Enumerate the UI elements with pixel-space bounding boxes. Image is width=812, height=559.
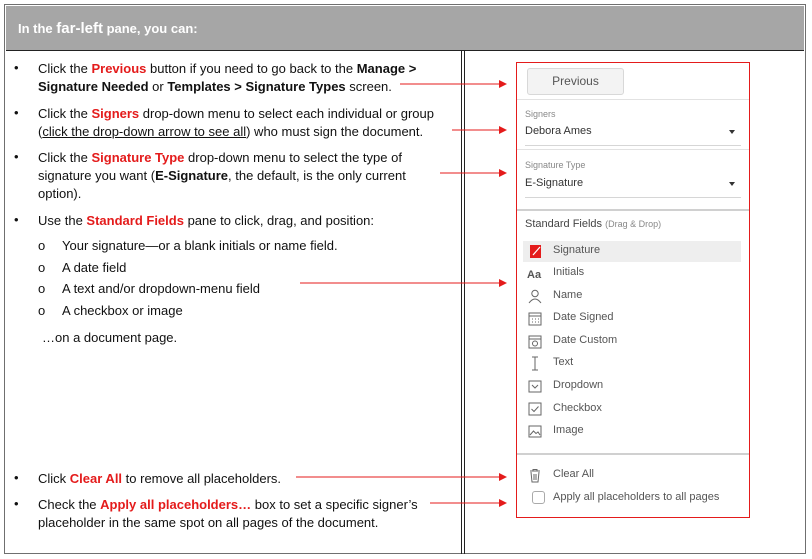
field-label: Dropdown <box>553 379 604 391</box>
clear-all-button[interactable] <box>523 465 741 486</box>
header-title: In the far-left pane, you can: <box>18 20 198 37</box>
divider <box>517 99 749 100</box>
sub-item-date: A date field <box>62 260 127 275</box>
bullet-dot: • <box>14 60 19 75</box>
field-label: Date Signed <box>553 311 614 323</box>
person-icon <box>527 289 543 304</box>
apply-all-checkbox[interactable] <box>532 491 545 504</box>
field-label: Image <box>553 424 584 436</box>
dropdown-icon <box>527 379 543 394</box>
standard-fields-tail: …on a document page. <box>42 330 178 345</box>
field-label: Signature <box>553 244 601 256</box>
calendar-custom-icon <box>527 334 543 349</box>
previous-button[interactable]: Previous <box>527 68 624 95</box>
field-dropdown[interactable] <box>523 376 741 397</box>
bullet-dot: • <box>14 105 19 120</box>
field-initials[interactable] <box>523 263 741 284</box>
clear-all-label: Clear All <box>553 468 594 480</box>
field-label: Initials <box>553 266 585 278</box>
field-label: Name <box>553 289 583 301</box>
signers-label: Signers <box>525 109 556 119</box>
field-label: Text <box>553 356 574 368</box>
bullet-signature-type: Click the Signature Type drop-down menu to select the type of signature you want (E-Signature, the default, is the only current option). <box>38 150 406 201</box>
bullet-standard-fields: Use the Standard Fields pane to click, drag, and position: <box>38 213 375 228</box>
divider <box>517 209 749 211</box>
signature-type-select[interactable]: E-Signature <box>525 177 584 189</box>
field-text[interactable] <box>523 353 741 374</box>
divider <box>517 149 749 150</box>
field-checkbox[interactable] <box>523 399 741 420</box>
signers-underline <box>525 145 741 146</box>
standard-fields-title: Standard Fields (Drag & Drop) <box>525 218 662 230</box>
bullet-signers: Click the Signers drop-down menu to select each individual or group (click the drop-down arrow to see all) who must sign the document. <box>38 106 434 139</box>
text-cursor-icon <box>527 356 543 371</box>
field-image[interactable] <box>523 421 741 442</box>
initials-icon <box>527 266 543 281</box>
bullet-dot: • <box>14 470 19 485</box>
sub-item-text: A text and/or dropdown-menu field <box>62 281 261 296</box>
sub-item-checkbox: A checkbox or image <box>62 303 183 318</box>
sub-item-signature: Your signature—or a blank initials or name field. <box>62 238 338 253</box>
bullet-previous: Click the Previous button if you need to go back to the Manage > Signature Needed or Templates > Signature Types screen. <box>38 61 417 94</box>
chevron-down-icon[interactable] <box>729 130 735 134</box>
sub-bullet-marker: o <box>38 238 46 253</box>
bullet-clear-all: Click Clear All to remove all placeholders. <box>38 471 282 486</box>
bullet-apply-all: Check the Apply all placeholders… box to set a specific signer’s placeholder in the same spot on all pages of the document. <box>38 497 418 530</box>
sub-bullet-marker: o <box>38 260 46 275</box>
checkbox-icon <box>527 402 543 417</box>
apply-all-label[interactable]: Apply all placeholders to all pages <box>553 491 720 503</box>
field-signature[interactable] <box>523 241 741 262</box>
sub-bullet-marker: o <box>38 281 46 296</box>
signers-select[interactable]: Debora Ames <box>525 125 592 137</box>
signature-pane <box>516 62 750 518</box>
signature-icon <box>527 244 543 259</box>
bullet-dot: • <box>14 496 19 511</box>
signature-type-underline <box>525 197 741 198</box>
signature-type-label: Signature Type <box>525 160 586 170</box>
bullet-dot: • <box>14 212 19 227</box>
svg-text:Aa: Aa <box>527 269 542 281</box>
field-date-custom[interactable] <box>523 331 741 352</box>
field-date-signed[interactable] <box>523 308 741 329</box>
image-icon <box>527 424 543 439</box>
sub-bullet-marker: o <box>38 303 46 318</box>
trash-icon <box>527 468 543 483</box>
chevron-down-icon[interactable] <box>729 182 735 186</box>
field-label: Checkbox <box>553 402 602 414</box>
calendar-icon <box>527 311 543 326</box>
field-name[interactable] <box>523 286 741 307</box>
field-label: Date Custom <box>553 334 618 346</box>
bullet-dot: • <box>14 149 19 164</box>
divider <box>517 453 749 455</box>
